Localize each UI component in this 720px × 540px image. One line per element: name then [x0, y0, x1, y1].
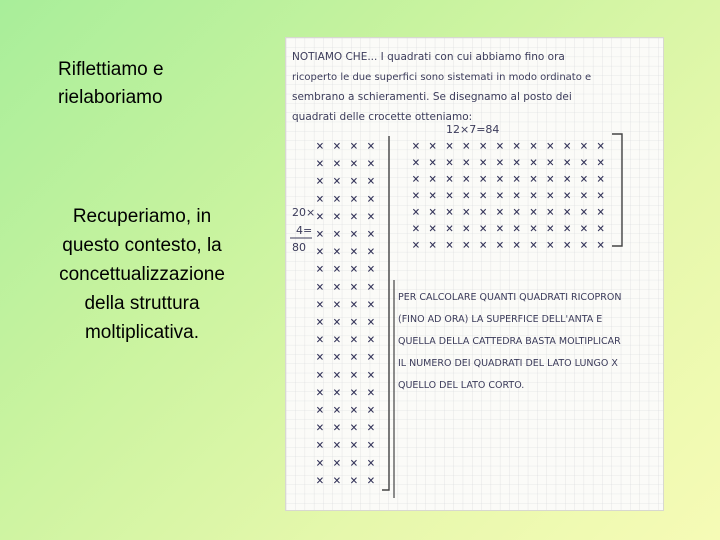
cross-mark: × [546, 205, 555, 220]
side-equation-line: 80 [292, 241, 306, 254]
cross-mark: × [479, 205, 488, 220]
cross-mark: × [316, 438, 324, 454]
cross-mark: × [316, 244, 324, 260]
cross-mark: × [333, 262, 341, 278]
cross-mark: × [580, 188, 588, 204]
cross-mark: × [367, 420, 375, 436]
cross-mark: × [350, 385, 358, 401]
note-line: IL NUMERO DEI QUADRATI DEL LATO LUNGO X [398, 358, 618, 369]
body-line: questo contesto, la [62, 235, 222, 256]
cross-mark: × [316, 350, 324, 366]
slide-title-line: Riflettiamo e [58, 59, 164, 80]
note-line: QUELLO DEL LATO CORTO. [398, 380, 525, 391]
slide-body-text [22, 202, 262, 347]
cross-mark: × [367, 191, 375, 207]
cross-mark: × [316, 315, 324, 330]
cross-mark: × [367, 385, 375, 401]
cross-mark: × [367, 455, 375, 471]
cross-mark: × [367, 403, 375, 418]
cross-mark: × [350, 367, 358, 383]
cross-mark: × [479, 172, 488, 187]
note-line: PER CALCOLARE QUANTI QUADRATI RICOPRON [398, 292, 622, 303]
cross-mark: × [316, 191, 324, 207]
cross-mark: × [496, 205, 504, 220]
slide-title [58, 56, 258, 112]
cross-mark: × [316, 297, 324, 313]
cross-mark: × [367, 156, 375, 172]
header-line: ricoperto le due superfici sono sistemati in modo ordinato e [292, 72, 592, 83]
cross-mark: × [546, 139, 555, 154]
cross-mark: × [333, 139, 341, 154]
cross-mark: × [428, 155, 437, 171]
cross-mark: × [350, 279, 358, 295]
cross-mark: × [333, 420, 341, 436]
slide-title-line: rielaboriamo [58, 87, 163, 108]
cross-mark: × [462, 238, 471, 253]
cross-mark: × [367, 332, 375, 348]
cross-mark: × [367, 209, 375, 225]
cross-mark: × [367, 297, 375, 313]
body-line: moltiplicativa. [84, 322, 200, 343]
cross-mark: × [546, 172, 555, 187]
cross-mark: × [462, 155, 471, 171]
cross-mark: × [445, 188, 454, 204]
cross-mark: × [479, 155, 488, 171]
cross-mark: × [512, 221, 521, 237]
cross-mark: × [316, 156, 324, 172]
cross-mark: × [412, 172, 420, 187]
cross-mark: × [428, 172, 437, 187]
cross-mark: × [367, 438, 375, 454]
side-equation-line: 20× [292, 206, 316, 219]
notebook-photo [286, 38, 663, 510]
cross-mark: × [445, 172, 454, 187]
cross-mark: × [367, 315, 375, 330]
cross-mark: × [462, 205, 471, 220]
cross-mark: × [596, 238, 605, 253]
cross-mark: × [546, 155, 555, 171]
cross-mark: × [333, 297, 341, 313]
cross-mark: × [333, 244, 341, 260]
equation-top: 12×7=84 [446, 123, 500, 136]
cross-mark: × [316, 332, 324, 348]
cross-mark: × [563, 238, 572, 253]
cross-mark: × [529, 221, 538, 237]
cross-mark: × [333, 227, 341, 242]
cross-mark: × [496, 139, 504, 154]
cross-mark: × [333, 403, 341, 418]
cross-mark: × [350, 420, 358, 436]
cross-mark: × [333, 367, 341, 383]
cross-mark: × [412, 188, 420, 204]
cross-mark: × [445, 238, 454, 253]
cross-mark: × [462, 139, 471, 154]
cross-mark: × [529, 238, 538, 253]
cross-mark: × [596, 139, 605, 154]
cross-mark: × [580, 238, 588, 253]
cross-mark: × [496, 172, 504, 187]
cross-mark: × [367, 174, 375, 190]
cross-mark: × [546, 188, 555, 204]
cross-mark: × [496, 221, 504, 237]
cross-mark: × [333, 455, 341, 471]
cross-mark: × [546, 221, 555, 237]
cross-mark: × [333, 156, 341, 172]
cross-mark: × [316, 174, 324, 190]
cross-mark: × [367, 139, 375, 154]
cross-mark: × [563, 205, 572, 220]
cross-mark: × [563, 139, 572, 154]
cross-mark: × [580, 221, 588, 237]
cross-mark: × [529, 205, 538, 220]
cross-mark: × [350, 139, 358, 154]
cross-mark: × [350, 191, 358, 207]
cross-mark: × [333, 191, 341, 207]
cross-mark: × [350, 156, 358, 172]
cross-mark: × [316, 367, 324, 383]
cross-mark: × [350, 473, 358, 489]
cross-mark: × [367, 473, 375, 489]
cross-mark: × [316, 209, 324, 225]
cross-mark: × [496, 238, 504, 253]
cross-mark: × [412, 238, 420, 253]
cross-mark: × [479, 221, 488, 237]
header-line: NOTIAMO CHE... I quadrati con cui abbiamo fino ora [292, 51, 565, 63]
side-equation-line: 4= [296, 224, 313, 237]
cross-mark: × [316, 262, 324, 278]
cross-mark: × [580, 172, 588, 187]
cross-mark: × [596, 172, 605, 187]
note-line: QUELLA DELLA CATTEDRA BASTA MOLTIPLICAR [398, 336, 621, 347]
cross-mark: × [445, 205, 454, 220]
cross-mark: × [333, 279, 341, 295]
cross-mark: × [333, 174, 341, 190]
cross-mark: × [462, 172, 471, 187]
cross-mark: × [316, 403, 324, 418]
cross-mark: × [333, 473, 341, 489]
cross-mark: × [316, 385, 324, 401]
cross-mark: × [350, 350, 358, 366]
cross-mark: × [350, 227, 358, 242]
cross-mark: × [479, 139, 488, 154]
grid-paper [286, 38, 663, 510]
cross-mark: × [563, 172, 572, 187]
cross-mark: × [350, 332, 358, 348]
cross-mark: × [512, 155, 521, 171]
cross-mark: × [316, 455, 324, 471]
cross-mark: × [580, 139, 588, 154]
cross-mark: × [428, 188, 437, 204]
cross-mark: × [580, 155, 588, 171]
cross-mark: × [316, 473, 324, 489]
cross-mark: × [496, 155, 504, 171]
cross-mark: × [596, 205, 605, 220]
cross-mark: × [428, 238, 437, 253]
cross-mark: × [367, 350, 375, 366]
cross-mark: × [350, 403, 358, 418]
cross-mark: × [316, 279, 324, 295]
cross-mark: × [367, 244, 375, 260]
cross-mark: × [412, 205, 420, 220]
cross-mark: × [512, 172, 521, 187]
cross-mark: × [428, 205, 437, 220]
cross-mark: × [445, 155, 454, 171]
cross-mark: × [512, 238, 521, 253]
body-line: della struttura [84, 293, 200, 314]
cross-mark: × [428, 139, 437, 154]
cross-mark: × [333, 332, 341, 348]
cross-mark: × [412, 155, 420, 171]
cross-mark: × [333, 350, 341, 366]
cross-mark: × [333, 438, 341, 454]
cross-mark: × [462, 221, 471, 237]
cross-mark: × [596, 155, 605, 171]
cross-mark: × [350, 174, 358, 190]
cross-mark: × [367, 227, 375, 242]
cross-mark: × [512, 188, 521, 204]
cross-mark: × [529, 155, 538, 171]
cross-mark: × [350, 209, 358, 225]
cross-mark: × [350, 262, 358, 278]
header-line: sembrano a schieramenti. Se disegnamo al posto dei [292, 91, 572, 103]
cross-mark: × [350, 244, 358, 260]
body-line: Recuperiamo, in [72, 206, 212, 227]
cross-mark: × [367, 367, 375, 383]
cross-mark: × [412, 221, 420, 237]
cross-mark: × [462, 188, 471, 204]
cross-mark: × [333, 209, 341, 225]
cross-mark: × [333, 385, 341, 401]
cross-mark: × [333, 315, 341, 330]
cross-mark: × [350, 315, 358, 330]
cross-mark: × [316, 420, 324, 436]
cross-mark: × [596, 188, 605, 204]
note-line: (FINO AD ORA) LA SUPERFICE DELL'ANTA E [398, 314, 603, 325]
cross-mark: × [546, 238, 555, 253]
cross-mark: × [350, 438, 358, 454]
cross-mark: × [316, 139, 324, 154]
cross-mark: × [479, 238, 488, 253]
cross-mark: × [529, 139, 538, 154]
cross-mark: × [367, 262, 375, 278]
cross-mark: × [316, 227, 324, 242]
cross-mark: × [512, 205, 521, 220]
cross-mark: × [367, 279, 375, 295]
cross-mark: × [445, 139, 454, 154]
cross-mark: × [512, 139, 521, 154]
cross-mark: × [445, 221, 454, 237]
cross-mark: × [350, 455, 358, 471]
cross-mark: × [563, 221, 572, 237]
cross-mark: × [496, 188, 504, 204]
cross-mark: × [563, 188, 572, 204]
body-line: concettualizzazione [59, 264, 225, 285]
cross-mark: × [596, 221, 605, 237]
cross-mark: × [529, 188, 538, 204]
header-line: quadrati delle crocette otteniamo: [292, 111, 473, 123]
cross-mark: × [412, 139, 420, 154]
cross-mark: × [563, 155, 572, 171]
cross-mark: × [428, 221, 437, 237]
cross-mark: × [479, 188, 488, 204]
cross-mark: × [580, 205, 588, 220]
cross-mark: × [350, 297, 358, 313]
cross-mark: × [529, 172, 538, 187]
